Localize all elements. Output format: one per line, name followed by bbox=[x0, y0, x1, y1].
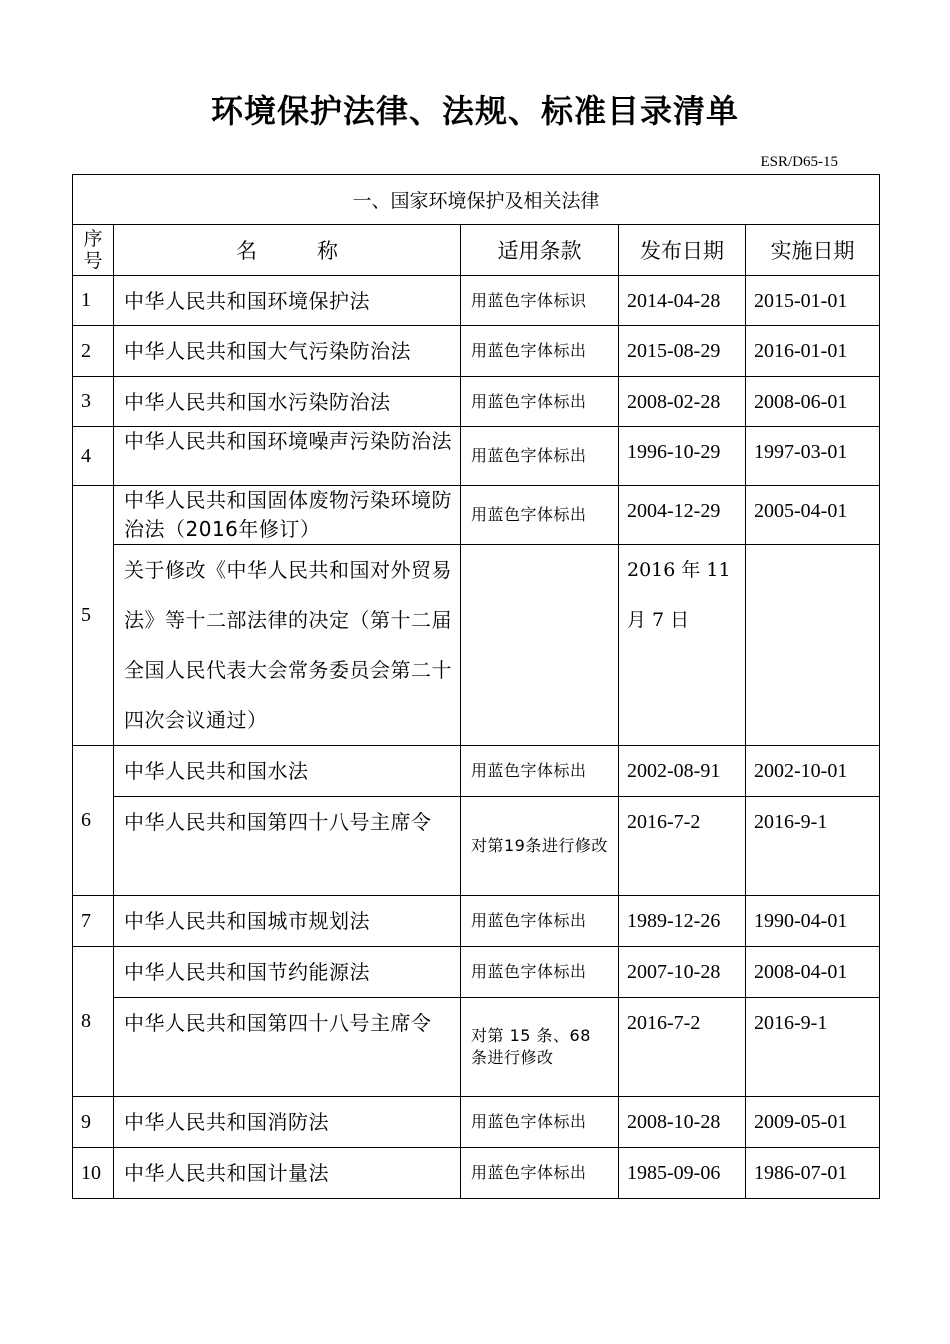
row-number: 2 bbox=[73, 326, 114, 377]
law-name: 中华人民共和国第四十八号主席令 bbox=[114, 998, 461, 1097]
publish-date: 2015-08-29 bbox=[619, 326, 746, 377]
row-number: 5 bbox=[73, 486, 114, 746]
applicable-clause: 用蓝色字体标出 bbox=[461, 1148, 619, 1199]
applicable-clause: 对第 15 条、68 条进行修改 bbox=[461, 998, 619, 1097]
applicable-clause: 用蓝色字体标识 bbox=[461, 276, 619, 326]
applicable-clause: 用蓝色字体标出 bbox=[461, 746, 619, 797]
table-row bbox=[73, 326, 880, 377]
publish-date: 1996-10-29 bbox=[619, 427, 746, 486]
effective-date: 2016-9-1 bbox=[746, 797, 880, 896]
applicable-clause bbox=[461, 545, 619, 746]
header-name: 名称 bbox=[114, 225, 461, 276]
law-name: 中华人民共和国节约能源法 bbox=[114, 947, 461, 998]
table-row bbox=[73, 1148, 880, 1199]
table-row bbox=[73, 998, 880, 1097]
row-number: 10 bbox=[73, 1148, 114, 1199]
publish-date: 2007-10-28 bbox=[619, 947, 746, 998]
table-row bbox=[73, 746, 880, 797]
header-seq: 序号 bbox=[73, 225, 114, 276]
effective-date: 2008-04-01 bbox=[746, 947, 880, 998]
applicable-clause: 用蓝色字体标出 bbox=[461, 896, 619, 947]
publish-date: 2002-08-91 bbox=[619, 746, 746, 797]
law-name: 中华人民共和国水污染防治法 bbox=[114, 377, 461, 427]
law-name: 中华人民共和国城市规划法 bbox=[114, 896, 461, 947]
effective-date: 2015-01-01 bbox=[746, 276, 880, 326]
law-name: 中华人民共和国固体废物污染环境防治法（2016年修订） bbox=[114, 486, 461, 545]
law-name: 中华人民共和国水法 bbox=[114, 746, 461, 797]
table-row bbox=[73, 896, 880, 947]
effective-date: 1997-03-01 bbox=[746, 427, 880, 486]
row-number: 1 bbox=[73, 276, 114, 326]
publish-date: 1989-12-26 bbox=[619, 896, 746, 947]
table-row bbox=[73, 545, 880, 746]
effective-date: 2016-01-01 bbox=[746, 326, 880, 377]
header-publish-date: 发布日期 bbox=[619, 225, 746, 276]
applicable-clause: 用蓝色字体标出 bbox=[461, 486, 619, 545]
applicable-clause: 用蓝色字体标出 bbox=[461, 326, 619, 377]
table-row bbox=[73, 486, 880, 545]
row-number: 4 bbox=[73, 427, 114, 486]
publish-date: 2014-04-28 bbox=[619, 276, 746, 326]
table-row bbox=[73, 1097, 880, 1148]
table-row bbox=[73, 947, 880, 998]
law-name: 中华人民共和国环境保护法 bbox=[114, 276, 461, 326]
publish-date: 2016-7-2 bbox=[619, 797, 746, 896]
law-name: 关于修改《中华人民共和国对外贸易法》等十二部法律的决定（第十二届全国人民代表大会常务委员会第二十四次会议通过） bbox=[114, 545, 461, 746]
law-name: 中华人民共和国环境噪声污染防治法 bbox=[114, 427, 461, 486]
table-row bbox=[73, 377, 880, 427]
table-row bbox=[73, 427, 880, 486]
row-number: 8 bbox=[73, 947, 114, 1097]
document-code: ESR/D65-15 bbox=[760, 154, 838, 170]
publish-date: 1985-09-06 bbox=[619, 1148, 746, 1199]
applicable-clause: 用蓝色字体标出 bbox=[461, 1097, 619, 1148]
header-effective-date: 实施日期 bbox=[746, 225, 880, 276]
regulation-table bbox=[72, 174, 880, 1199]
law-name: 中华人民共和国计量法 bbox=[114, 1148, 461, 1199]
effective-date: 2008-06-01 bbox=[746, 377, 880, 427]
document-title: 环境保护法律、法规、标准目录清单 bbox=[210, 92, 739, 130]
law-name: 中华人民共和国大气污染防治法 bbox=[114, 326, 461, 377]
section-row bbox=[73, 175, 880, 225]
effective-date: 2005-04-01 bbox=[746, 486, 880, 545]
row-number: 7 bbox=[73, 896, 114, 947]
header-clause: 适用条款 bbox=[461, 225, 619, 276]
row-number: 3 bbox=[73, 377, 114, 427]
table-row bbox=[73, 797, 880, 896]
effective-date: 2002-10-01 bbox=[746, 746, 880, 797]
effective-date: 2016-9-1 bbox=[746, 998, 880, 1097]
effective-date: 2009-05-01 bbox=[746, 1097, 880, 1148]
applicable-clause: 用蓝色字体标出 bbox=[461, 377, 619, 427]
applicable-clause: 对第19条进行修改 bbox=[461, 797, 619, 896]
row-number: 6 bbox=[73, 746, 114, 896]
applicable-clause: 用蓝色字体标出 bbox=[461, 947, 619, 998]
table-row bbox=[73, 276, 880, 326]
applicable-clause: 用蓝色字体标出 bbox=[461, 427, 619, 486]
law-name: 中华人民共和国第四十八号主席令 bbox=[114, 797, 461, 896]
header-row bbox=[73, 225, 880, 276]
effective-date: 1990-04-01 bbox=[746, 896, 880, 947]
effective-date bbox=[746, 545, 880, 746]
publish-date: 2004-12-29 bbox=[619, 486, 746, 545]
publish-date: 2016 年 11 月 7 日 bbox=[619, 545, 746, 746]
row-number: 9 bbox=[73, 1097, 114, 1148]
publish-date: 2008-02-28 bbox=[619, 377, 746, 427]
publish-date: 2016-7-2 bbox=[619, 998, 746, 1097]
publish-date: 2008-10-28 bbox=[619, 1097, 746, 1148]
effective-date: 1986-07-01 bbox=[746, 1148, 880, 1199]
law-name: 中华人民共和国消防法 bbox=[114, 1097, 461, 1148]
section-title: 一、国家环境保护及相关法律 bbox=[73, 175, 880, 225]
